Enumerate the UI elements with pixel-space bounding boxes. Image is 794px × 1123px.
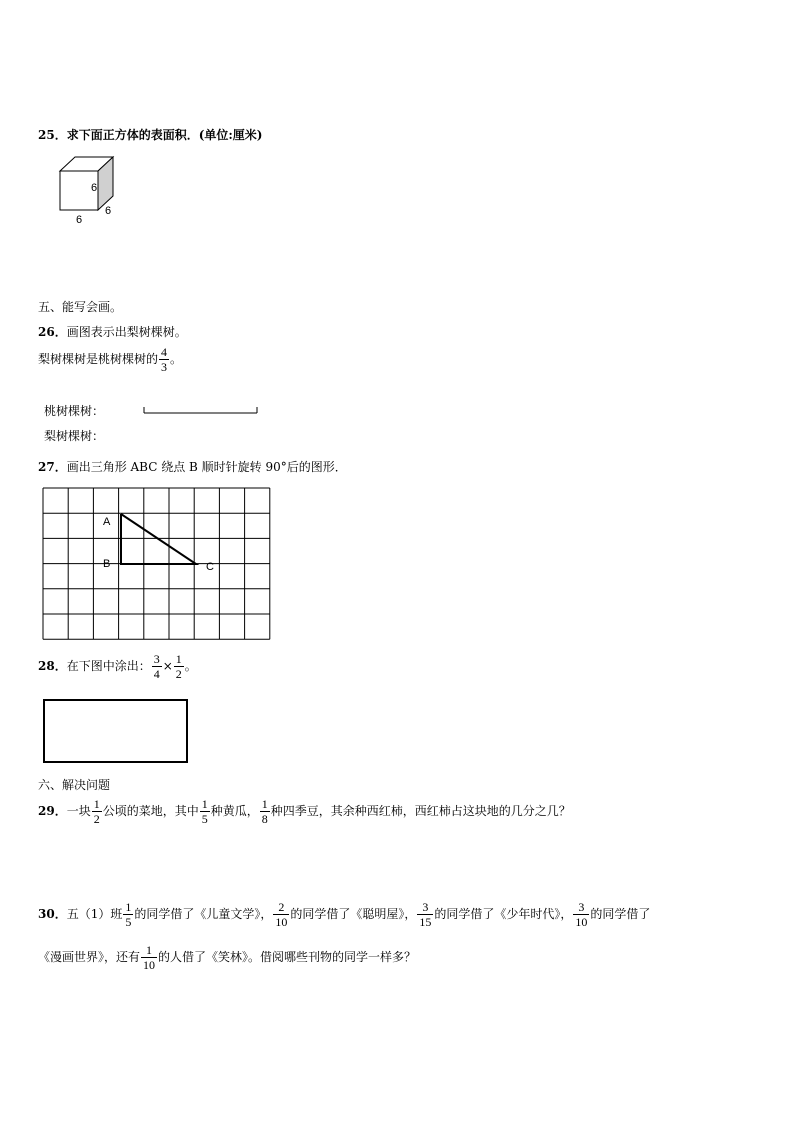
q28-frac2-den: 2 xyxy=(175,667,182,681)
point-a-label: A xyxy=(103,516,111,528)
q26-sentence-after: 。 xyxy=(170,352,183,366)
q29-t3: 种黄瓜， xyxy=(210,804,259,818)
triangle-abc xyxy=(121,514,196,564)
q26-sentence xyxy=(38,345,182,374)
q29-frac3-num: 1 xyxy=(261,797,268,811)
q26-number: 26． xyxy=(38,325,67,339)
q25-number: 25． xyxy=(38,128,67,142)
q29-number: 29． xyxy=(38,804,67,818)
q29-line xyxy=(38,797,571,826)
q30-frac3-den: 15 xyxy=(419,915,432,929)
q28-frac1-num: 3 xyxy=(153,652,160,666)
q30-frac5-den: 10 xyxy=(143,958,156,972)
peach-bar xyxy=(143,406,259,416)
q30-frac4-num: 3 xyxy=(578,900,585,914)
q26-line xyxy=(38,323,187,340)
q30-line2 xyxy=(38,943,416,972)
q26-frac-den: 3 xyxy=(161,360,168,374)
q26-fraction xyxy=(159,345,169,374)
section6-title: 六、解决问题 xyxy=(38,778,111,792)
q30-frac1 xyxy=(123,900,133,929)
q28-number: 28． xyxy=(38,659,67,673)
q29-frac1 xyxy=(92,797,102,826)
pear-label: 梨树棵树： xyxy=(44,429,105,443)
q29-t1: 一块 xyxy=(66,804,91,818)
q30-t1: 五（1）班 xyxy=(66,907,123,921)
q30-number: 30． xyxy=(38,907,67,921)
q30-frac2 xyxy=(273,900,289,929)
q30-frac5-num: 1 xyxy=(146,943,153,957)
q28-frac1 xyxy=(152,652,162,681)
q29-frac2-num: 1 xyxy=(201,797,208,811)
q30-t4: 的同学借了《少年时代》， xyxy=(434,907,573,921)
q26-sentence-before: 梨树棵树是桃树棵树的 xyxy=(38,352,159,366)
q30-t5: 的同学借了 xyxy=(590,907,651,921)
point-b-label: B xyxy=(103,558,111,570)
cube-front-label: 6 xyxy=(91,182,98,194)
cube-bottom-label: 6 xyxy=(76,214,83,226)
q28-frac1-den: 4 xyxy=(153,667,160,681)
q30-frac3 xyxy=(417,900,433,929)
q29-t4: 种四季豆，其余种西红柿，西红柿占这块地的几分之几？ xyxy=(270,804,571,818)
q30-frac3-num: 3 xyxy=(422,900,429,914)
q28-rectangle[interactable] xyxy=(43,699,188,763)
q26-text: 画图表示出梨树棵树。 xyxy=(66,325,187,339)
q28-frac2-num: 1 xyxy=(175,652,182,666)
section5-title: 五、能写会画。 xyxy=(38,300,123,314)
q29-frac2-den: 5 xyxy=(201,812,208,826)
q27-line xyxy=(38,458,347,475)
q30-frac5 xyxy=(141,943,157,972)
q28-text: 在下图中涂出： xyxy=(66,659,151,673)
q30-frac1-num: 1 xyxy=(125,900,132,914)
q30-frac2-num: 2 xyxy=(278,900,285,914)
q30-frac1-den: 5 xyxy=(125,915,132,929)
peach-label: 桃树棵树： xyxy=(44,404,105,418)
q29-t2: 公顷的菜地，其中 xyxy=(102,804,199,818)
q27-text: 画出三角形 ABC 绕点 B 顺时针旋转 90°后的图形． xyxy=(66,460,347,474)
q30-frac4-den: 10 xyxy=(575,915,588,929)
grid-figure xyxy=(42,487,274,644)
q28-times: × xyxy=(162,659,173,673)
q29-frac1-num: 1 xyxy=(93,797,100,811)
q25-text: 求下面正方体的表面积．(单位:厘米) xyxy=(66,128,263,142)
q30-frac2-den: 10 xyxy=(275,915,288,929)
q26-frac-num: 4 xyxy=(161,345,168,359)
q30-frac4 xyxy=(573,900,589,929)
q30-t7: 的人借了《笑林》。借阅哪些刊物的同学一样多？ xyxy=(158,950,417,964)
q28-line xyxy=(38,652,197,681)
q29-frac1-den: 2 xyxy=(93,812,100,826)
q28-frac2 xyxy=(174,652,184,681)
q28-end: 。 xyxy=(184,659,197,673)
q30-t3: 的同学借了《聪明屋》， xyxy=(290,907,417,921)
q30-t2: 的同学借了《儿童文学》， xyxy=(134,907,273,921)
q27-number: 27． xyxy=(38,460,67,474)
cube-figure xyxy=(55,153,125,228)
point-c-label: C xyxy=(206,561,214,573)
q29-frac2 xyxy=(200,797,210,826)
cube-side-label: 6 xyxy=(105,205,112,217)
q29-frac3-den: 8 xyxy=(261,812,268,826)
q30-t6: 《漫画世界》，还有 xyxy=(38,950,141,964)
q30-line1 xyxy=(38,900,650,929)
q25-line xyxy=(38,126,263,143)
q29-frac3 xyxy=(260,797,270,826)
